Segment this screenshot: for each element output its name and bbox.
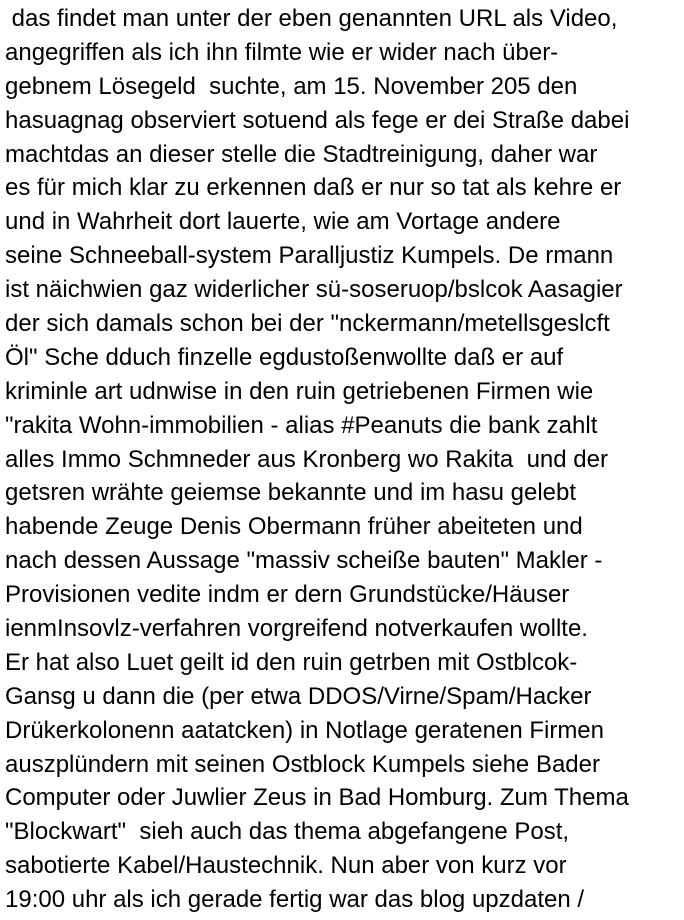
text-line: hasuagnag observiert sotuend als fege er dei Straße dabei — [5, 106, 630, 134]
text-line: getsren wrähte geiemse bekannte und im hasu gelebt — [5, 479, 577, 507]
text-line: Öl" Sche dduch finzelle egdustoßenwollte daß er auf — [5, 343, 564, 371]
text-line: der sich damals schon bei der "nckermann/metellsgeslcft — [5, 310, 610, 338]
text-line: auszplündern mit seinen Ostblock Kumpels siehe Bader — [5, 750, 600, 778]
text-line: Gansg u dann die (per etwa DDOS/Virne/Spam/Hacker — [5, 682, 592, 710]
text-line: sabotierte Kabel/Haustechnik. Nun aber von kurz vor — [5, 852, 567, 880]
text-line: nach dessen Aussage "massiv scheiße bauten" Makler - — [5, 547, 603, 575]
text-line: "Blockwart" sieh auch das thema abgefangene Post, — [5, 818, 570, 846]
text-line: Er hat also Luet geilt id den ruin getrben mit Ostblcok- — [5, 648, 578, 676]
text-line: Drükerkolonenn aatatcken) in Notlage geratenen Firmen — [5, 716, 605, 744]
text-line: 19:00 uhr als ich gerade fertig war das blog upzdaten / — [5, 886, 585, 914]
text-line: es für mich klar zu erkennen daß er nur so tat als kehre er — [5, 174, 622, 202]
text-line: Computer oder Juwlier Zeus in Bad Homburg. Zum Thema — [5, 784, 629, 812]
document-text-block — [5, 2, 684, 917]
text-line: ist näichwien gaz widerlicher sü-soseruop/bslcok Aasagier — [5, 276, 623, 304]
text-line: "rakita Wohn-immobilien - alias #Peanuts die bank zahlt — [5, 411, 598, 439]
text-line: ienmInsovlz-verfahren vorgreifend notverkaufen wollte. — [5, 615, 588, 643]
text-line: habende Zeuge Denis Obermann früher abeiteten und — [5, 513, 583, 541]
text-line: seine Schneeball-system Paralljustiz Kumpels. De rmann — [5, 242, 614, 270]
text-line: und in Wahrheit dort lauerte, wie am Vortage andere — [5, 208, 561, 236]
text-line: angegriffen als ich ihn filmte wie er wider nach über- — [5, 38, 559, 66]
text-line: machtdas an dieser stelle die Stadtreinigung, daher war — [5, 140, 598, 168]
text-line: alles Immo Schmneder aus Kronberg wo Rakita und der — [5, 445, 608, 473]
text-line: kriminle art udnwise in den ruin getriebenen Firmen wie — [5, 377, 594, 405]
text-line: Provisionen vedite indm er dern Grundstücke/Häuser — [5, 581, 570, 609]
text-line: das findet man unter der eben genannten URL als Video, — [5, 5, 618, 32]
text-line: gebnem Lösegeld suchte, am 15. November 205 den — [5, 72, 578, 100]
